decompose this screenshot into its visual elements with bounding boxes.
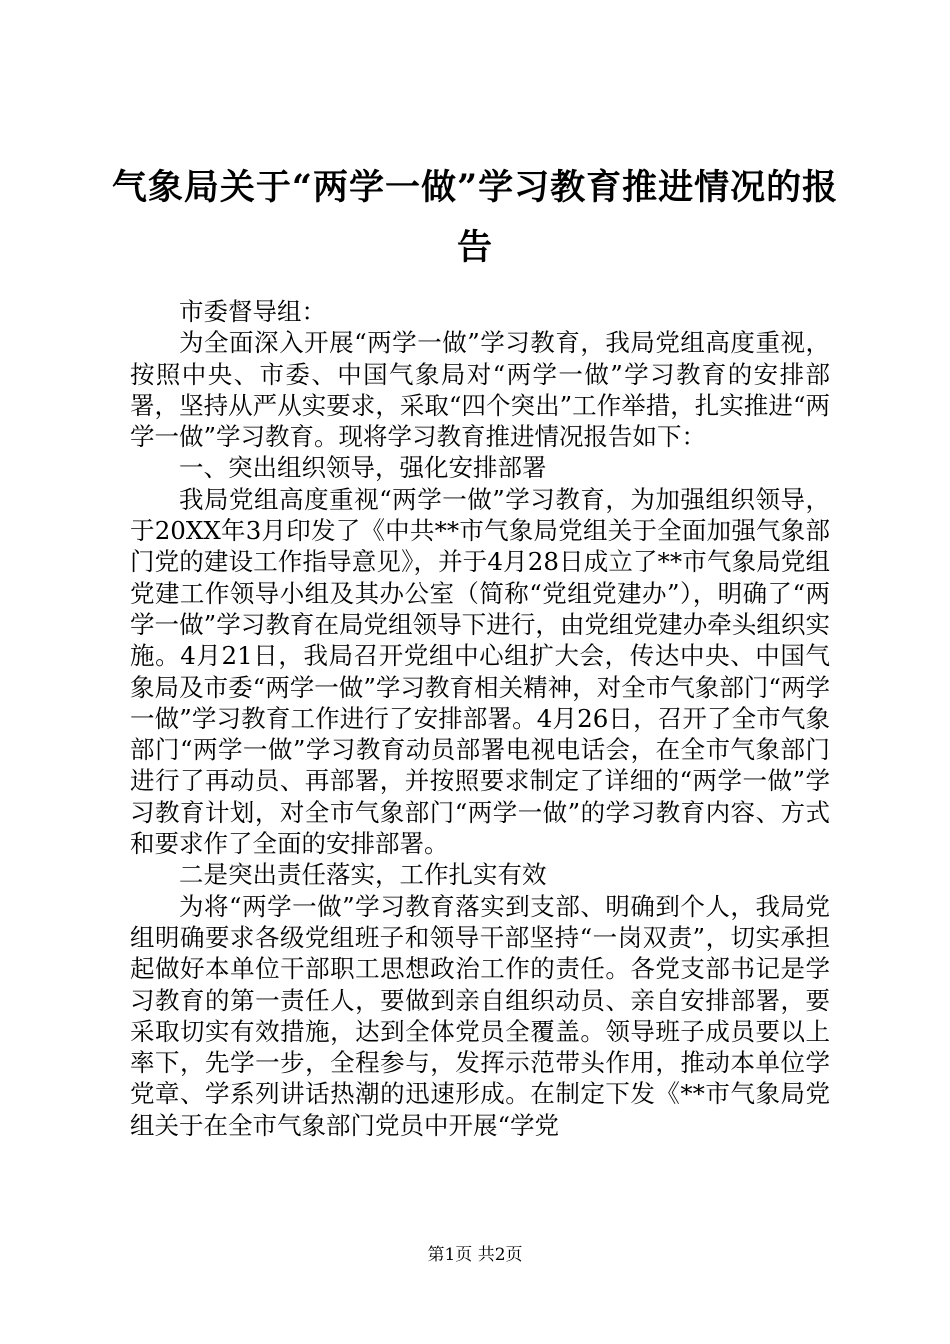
intro-paragraph: 为全面深入开展“两学一做”学习教育，我局党组高度重视，按照中央、市委、中国气象局对“两学一做”学习教育的安排部署，坚持从严从实要求，采取“四个突出”工作举措，扎实推进“两学一做”学习教育。现将学习教育推进情况报告如下： — [130, 328, 830, 452]
document-body — [130, 296, 830, 1141]
document-title: 气象局关于“两学一做”学习教育推进情况的报告 — [111, 167, 839, 268]
section-heading-1: 一、突出组织领导，强化安排部署 — [179, 453, 547, 483]
page-footer: 第1页 共2页 — [427, 1245, 523, 1265]
salutation: 市委督导组： — [179, 297, 326, 326]
section-1-paragraph: 我局党组高度重视“两学一做”学习教育，为加强组织领导，于20XX年3月印发了《中共**市气象局党组关于全面加强气象部门党的建设工作指导意见》，并于4月28日成立了**市气象局党组党建工作领导小组及其办公室（简称“党组党建办”），明确了“两学一做”学习教育在局党组领导下进行，由党组党建办牵头组织实施。4月21日，我局召开党组中心组扩大会，传达中央、中国气象局及市委“两学一做”学习教育相关精神，对全市气象部门“两学一做”学习教育工作进行了安排部署。4月26日，召开了全市气象部门“两学一做”学习教育动员部署电视电话会，在全市气象部门进行了再动员、再部署，并按照要求制定了详细的“两学一做”学习教育计划，对全市气象部门“两学一做”的学习教育内容、方式和要求作了全面的安排部署。 — [130, 484, 830, 859]
section-heading-2: 二是突出责任落实，工作扎实有效 — [179, 860, 547, 890]
section-2-paragraph: 为将“两学一做”学习教育落实到支部、明确到个人，我局党组明确要求各级党组班子和领导干部坚持“一岗双责”，切实承担起做好本单位干部职工思想政治工作的责任。各党支部书记是学习教育的第一责任人，要做到亲自组织动员、亲自安排部署，要采取切实有效措施，达到全体党员全覆盖。领导班子成员要以上率下，先学一步，全程参与，发挥示范带头作用，推动本单位学党章、学系列讲话热潮的迅速形成。在制定下发《**市气象局党组关于在全市气象部门党员中开展“学党 — [130, 891, 830, 1140]
